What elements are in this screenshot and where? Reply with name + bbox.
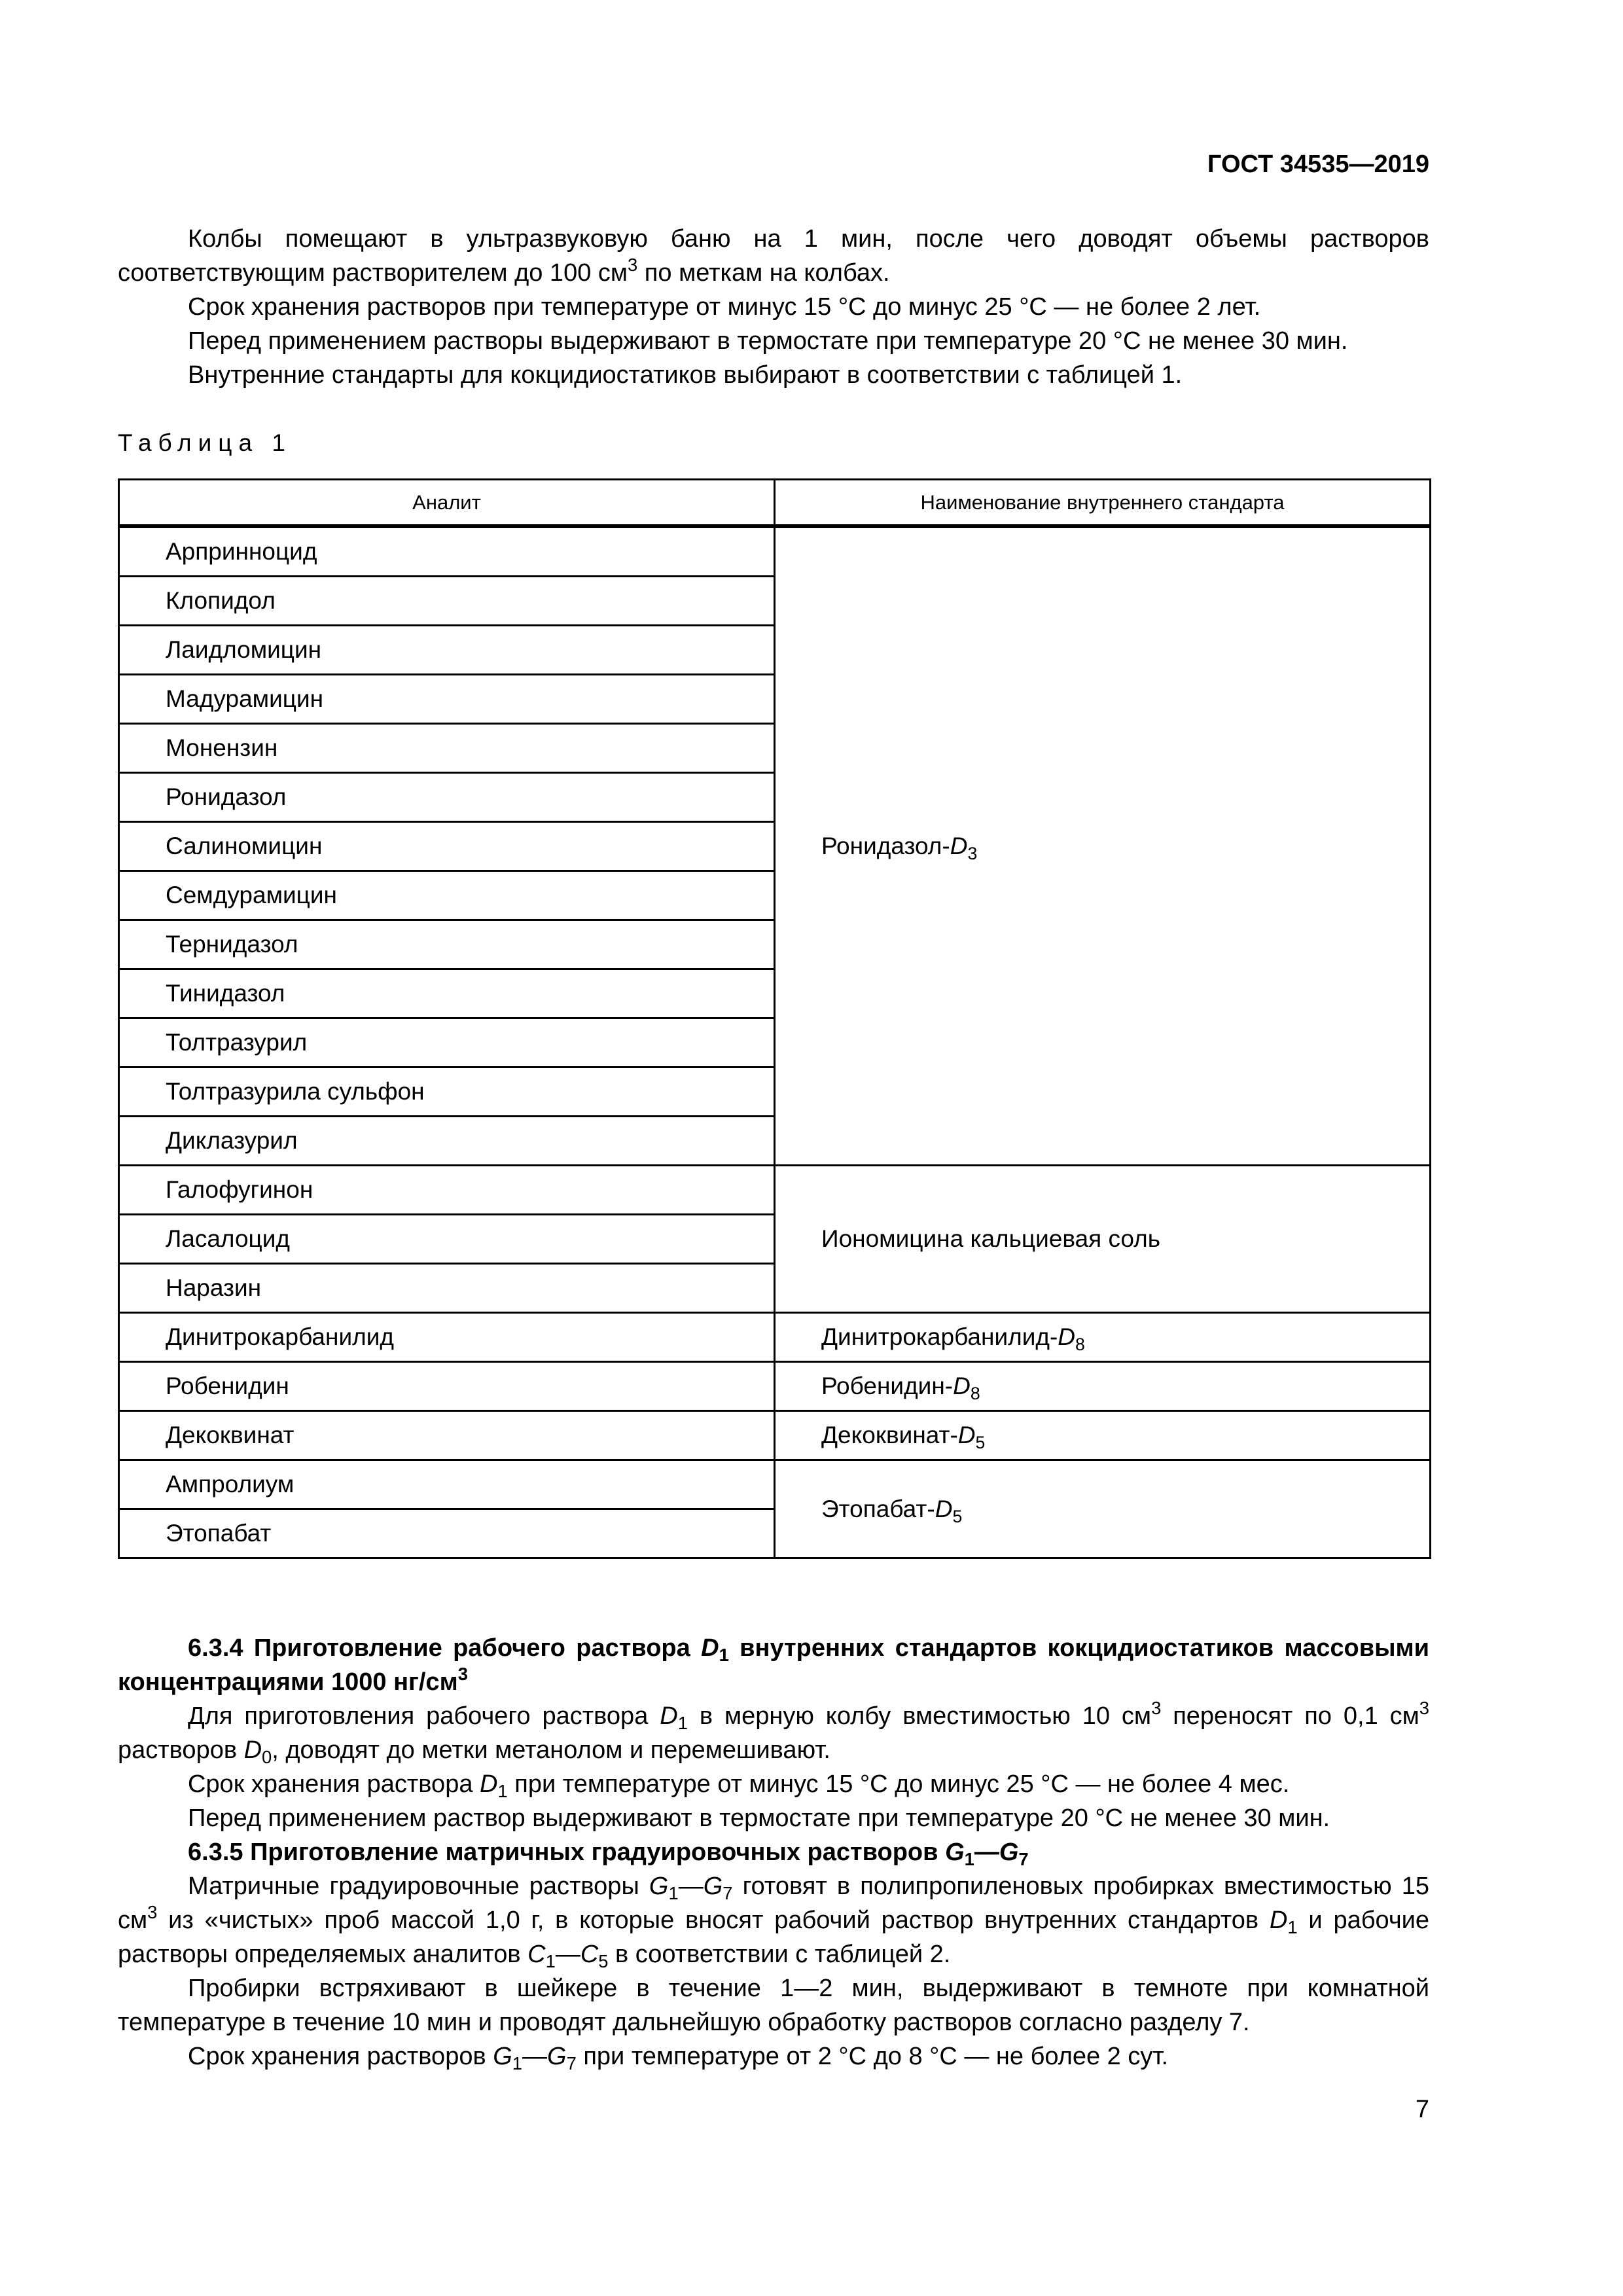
analyte-cell: Мадурамицин: [119, 675, 775, 724]
intro-paragraph: Перед применением растворы выдерживают в термостате при температуре 20 °С не менее 30 мин.: [188, 327, 1348, 355]
body-paragraph: Матричные градуировочные растворы $G_1—G_7$ готовят в полипропиленовых пробирках вместимостью 15 $см^3$ из «чистых» проб массой 1,0 г, в которые вносят рабочий раствор внутренних стандартов $D_1$ и рабочие растворы определяемых аналитов $C_1—C_5$ в соответствии с таблицей 2.: [118, 1873, 1429, 1972]
analyte-cell: Робенидин: [119, 1362, 775, 1411]
standard-cell: Иономицина кальциевая соль: [775, 1166, 1431, 1313]
analyte-cell: Ампролиум: [119, 1460, 775, 1509]
column-header-analyte: Аналит: [119, 480, 775, 527]
body-paragraph: Пробирки встряхивают в шейкере в течение 1—2 мин, выдерживают в темноте при комнатной температуре в течение 10 мин и проводят дальнейшую обработку растворов согласно разделу 7.: [118, 1975, 1429, 2036]
table-caption: Таблица 1: [118, 429, 292, 456]
analyte-cell: Тинидазол: [119, 969, 775, 1018]
standard-cell: Этопабат-$D_5$: [775, 1460, 1431, 1558]
section-heading-6-3-4: 6.3.4 Приготовление рабочего раствора $D_1$ внутренних стандартов кокцидиостатиков массовыми концентрациями 1000 $нг/см^3$: [118, 1634, 1430, 1696]
intro-paragraph: Внутренние стандарты для кокцидиостатиков выбирают в соответствии с таблицей 1.: [188, 361, 1183, 389]
body-paragraph: Перед применением раствор выдерживают в термостате при температуре 20 °С не менее 30 мин.: [188, 1804, 1330, 1832]
analyte-cell: Ронидазол: [119, 773, 775, 822]
section-heading-6-3-5: 6.3.5 Приготовление матричных градуировочных растворов $G_1—G_7$: [188, 1839, 1029, 1870]
body-paragraph: Срок хранения растворов $G_1—G_7$ при температуре от 2 °С до 8 °С — не более 2 сут.: [188, 2043, 1169, 2074]
analyte-cell: Диклазурил: [119, 1117, 775, 1166]
intro-paragraph: Колбы помещают в ультразвуковую баню на 1 мин, после чего доводят объемы растворов соответствующим растворителем до 100 $см^3$ по меткам на колбах.: [118, 225, 1429, 287]
document-code: ГОСТ 34535—2019: [1207, 151, 1429, 178]
page-number: 7: [1415, 2096, 1429, 2123]
analyte-cell: Семдурамицин: [119, 871, 775, 920]
section-text: [118, 1631, 1429, 2073]
analyte-cell: Салиномицин: [119, 822, 775, 871]
analyte-cell: Толтразурила сульфон: [119, 1067, 775, 1117]
analyte-cell: Клопидол: [119, 577, 775, 626]
analyte-cell: Тернидазол: [119, 920, 775, 969]
analyte-cell: Толтразурил: [119, 1018, 775, 1067]
analyte-cell: Декоквинат: [119, 1411, 775, 1460]
analyte-cell: Ласалоцид: [119, 1215, 775, 1264]
analyte-cell: Наразин: [119, 1264, 775, 1313]
standard-cell: Ронидазол-$D_3$: [775, 526, 1431, 1166]
standard-cell: Динитрокарбанилид-$D_8$: [775, 1313, 1431, 1362]
intro-paragraph: Срок хранения растворов при температуре от минус 15 °С до минус 25 °С — не более 2 лет.: [188, 293, 1261, 321]
analyte-cell: Монензин: [119, 724, 775, 773]
analyte-cell: Этопабат: [119, 1509, 775, 1558]
body-paragraph: Срок хранения раствора $D_1$ при температуре от минус 15 °С до минус 25 °С — не более 4 мес.: [188, 1770, 1290, 1802]
column-header-internal-standard: Наименование внутреннего стандарта: [775, 480, 1431, 527]
analyte-cell: Лаидломицин: [119, 626, 775, 675]
analyte-cell: Динитрокарбанилид: [119, 1313, 775, 1362]
standard-cell: Декоквинат-$D_5$: [775, 1411, 1431, 1460]
analyte-cell: Арпринноцид: [119, 526, 775, 577]
standard-cell: Робенидин-$D_8$: [775, 1362, 1431, 1411]
analyte-cell: Галофугинон: [119, 1166, 775, 1215]
intro-text: [118, 222, 1429, 392]
internal-standards-table: [118, 478, 1431, 1559]
body-paragraph: Для приготовления рабочего раствора $D_1$ в мерную колбу вместимостью 10 $см^3$ переносят по 0,1 $см^3$ растворов $D_0$, доводят до метки метанолом и перемешивают.: [118, 1697, 1429, 1768]
